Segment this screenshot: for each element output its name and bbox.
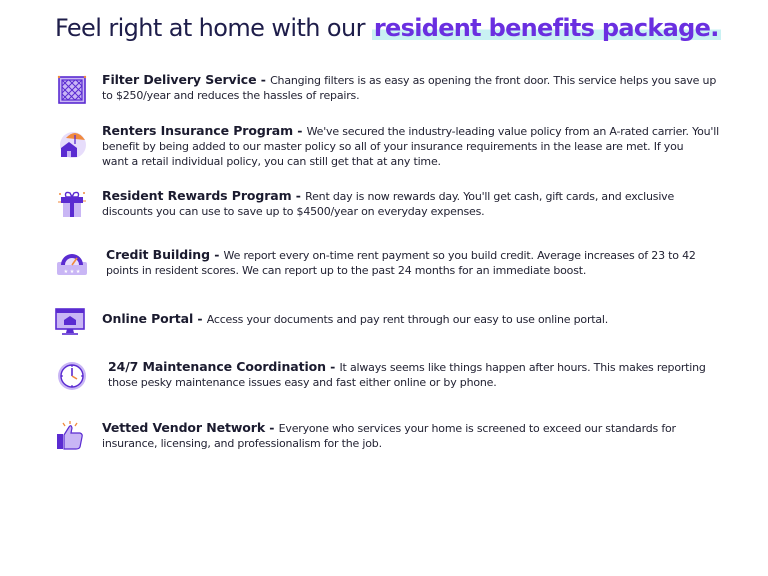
benefit-desc-line: It always seems like things happen after hours. This makes reporting	[339, 361, 706, 374]
benefit-title: Online Portal -	[102, 311, 207, 326]
page-title-lead: Feel right at home with our	[55, 14, 372, 42]
filter-grid-icon	[56, 74, 88, 106]
benefit-desc-line: Changing filters is as easy as opening the front door. This service helps you save up	[270, 74, 717, 87]
benefit-text	[102, 420, 676, 451]
benefit-text	[102, 188, 674, 219]
clock-icon	[56, 360, 88, 392]
benefit-desc-line: Rent day is now rewards day. You'll get cash, gift cards, and exclusive	[305, 190, 675, 203]
benefit-desc-line: discounts you can use to save up to $4500/year on everyday expenses.	[102, 205, 485, 218]
benefit-text	[108, 359, 706, 390]
benefit-text	[106, 247, 696, 278]
benefit-desc-line: We report every on-time rent payment so you build credit. Average increases of 23 to 42	[223, 249, 696, 262]
monitor-portal-icon	[54, 305, 86, 337]
thumbs-up-icon	[54, 420, 86, 452]
page-title-highlight: resident benefits package.	[373, 14, 719, 42]
svg-text:★ ★ ★: ★ ★ ★	[63, 269, 81, 275]
benefit-desc-line: to $250/year and reduces the hassles of repairs.	[102, 89, 360, 102]
gift-box-icon	[56, 188, 88, 220]
benefit-title: Vetted Vendor Network -	[102, 420, 279, 435]
benefit-title: 24/7 Maintenance Coordination -	[108, 359, 340, 374]
benefit-desc-line: Everyone who services your home is screened to exceed our standards for	[278, 422, 676, 435]
benefit-desc-line: those pesky maintenance issues easy and fast either online or by phone.	[108, 376, 497, 389]
umbrella-house-icon	[56, 128, 88, 160]
benefit-text	[102, 311, 608, 327]
page-title	[55, 14, 721, 42]
benefit-title: Filter Delivery Service -	[102, 72, 271, 87]
benefit-title: Resident Rewards Program -	[102, 188, 306, 203]
benefit-desc-line: want a retail individual policy, you can still get that at any time.	[102, 155, 441, 168]
benefit-desc-line: benefit by being added to our master policy so all of your insurance requirements in the lease are met. If you	[102, 140, 684, 153]
benefit-desc-line: We've secured the industry-leading value policy from an A-rated carrier. You'll	[306, 125, 719, 138]
credit-gauge-icon	[56, 248, 88, 280]
benefit-desc-line: insurance, licensing, and professionalism for the job.	[102, 437, 382, 450]
benefit-desc-line: Access your documents and pay rent through our easy to use online portal.	[206, 313, 609, 326]
benefit-text	[102, 123, 719, 169]
benefit-title: Credit Building -	[106, 247, 224, 262]
benefit-title: Renters Insurance Program -	[102, 123, 307, 138]
benefit-text	[102, 72, 716, 103]
benefit-desc-line: points in resident scores. We can report up to the past 24 months for an immediate boost.	[106, 264, 587, 277]
